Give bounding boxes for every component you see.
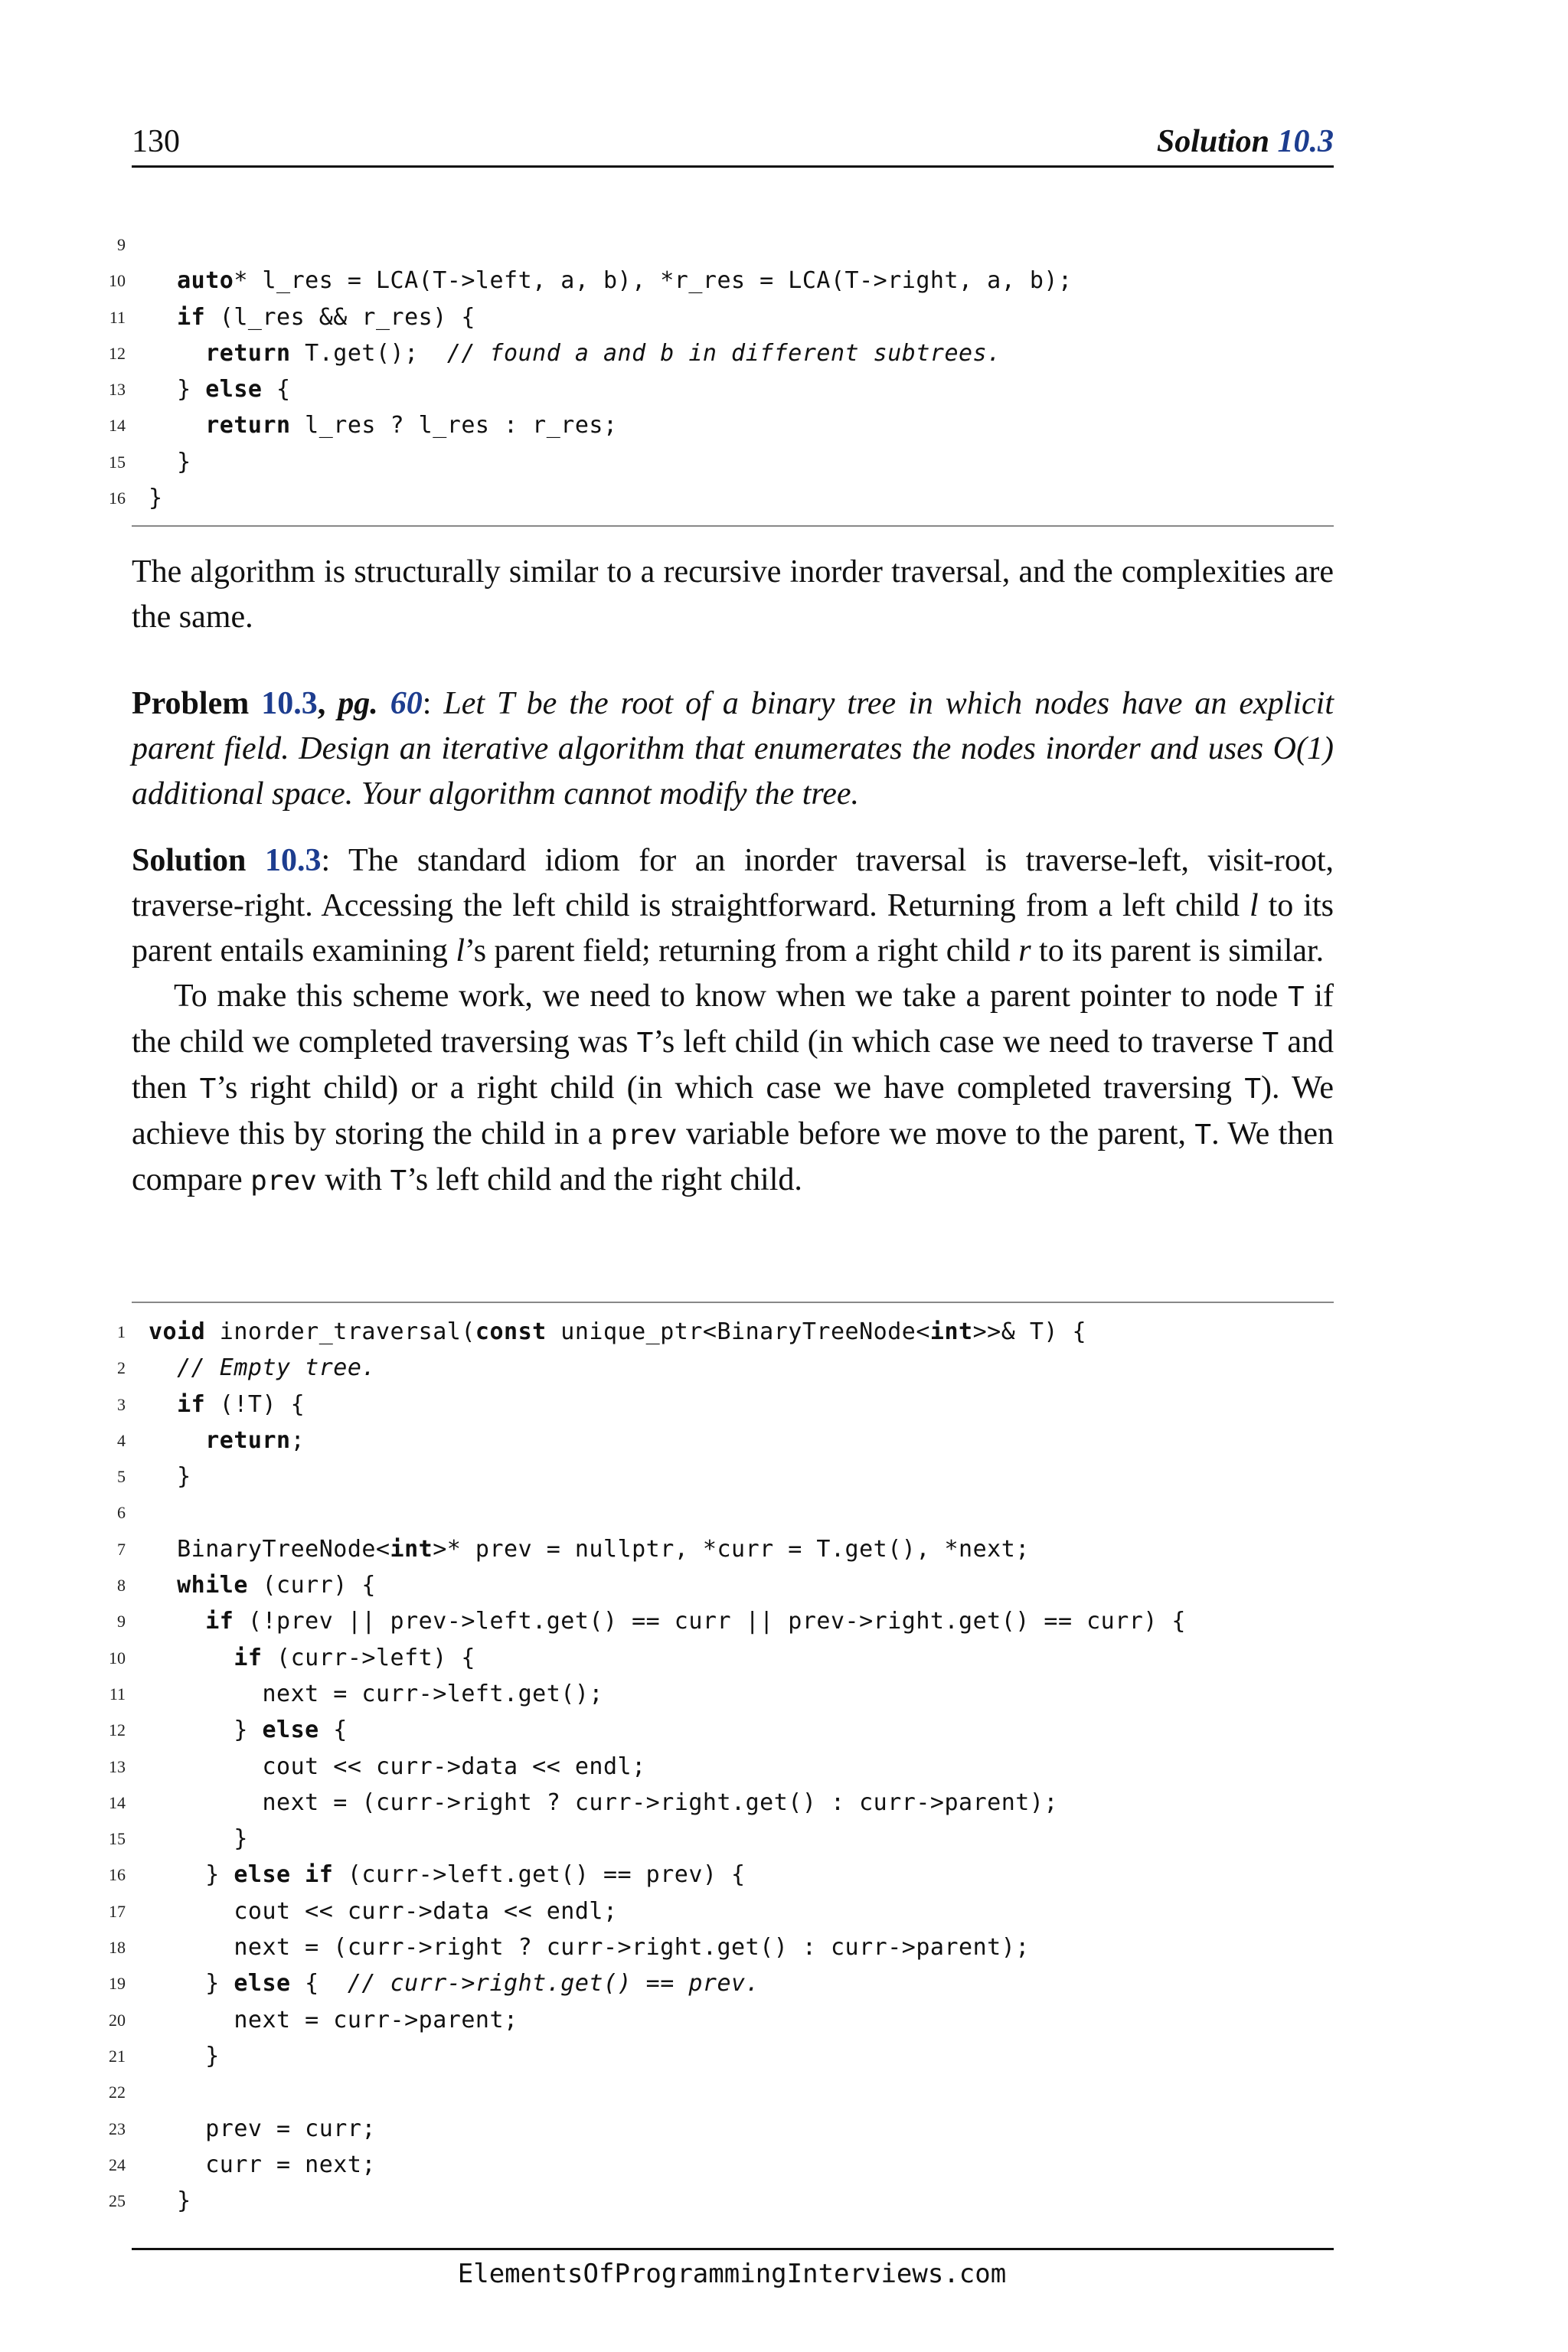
running-header-label: Solution xyxy=(1156,124,1278,159)
code-line xyxy=(92,1785,1334,1821)
code-line xyxy=(92,1676,1334,1712)
code-line xyxy=(92,1821,1334,1857)
line-number: 12 xyxy=(109,343,126,363)
code-text: if (!T) { xyxy=(177,1390,305,1418)
code-line xyxy=(92,335,1334,371)
code-text: while (curr) { xyxy=(177,1572,376,1599)
line-number: 6 xyxy=(117,1503,126,1523)
line-number: 17 xyxy=(109,1901,126,1921)
code-text: prev = curr; xyxy=(149,2115,376,2142)
code-text: next = curr->parent; xyxy=(149,2006,518,2034)
code-text: cout << curr->data << endl; xyxy=(149,1753,646,1780)
code-line xyxy=(92,1314,1334,1350)
code-line xyxy=(92,1640,1334,1676)
footer-rule xyxy=(132,2248,1334,2250)
code-text: } xyxy=(149,2042,220,2069)
header-rule xyxy=(132,165,1334,168)
code-text: } xyxy=(149,2187,191,2215)
code-line xyxy=(92,1965,1334,2001)
code-block-lca xyxy=(92,227,1334,516)
problem-label: Problem xyxy=(132,686,250,721)
code-line xyxy=(92,1893,1334,1929)
footer-url: ElementsOfProgrammingInterviews.com xyxy=(457,2259,1007,2289)
code-text: if (curr->left) { xyxy=(234,1644,475,1671)
solution-ref: 10.3 xyxy=(264,843,322,878)
code-line xyxy=(92,1459,1334,1494)
code-text: void inorder_traversal(const unique_ptr<BinaryTreeNode<int>>& T) { xyxy=(149,1318,1087,1345)
line-number: 14 xyxy=(109,416,126,436)
code-line xyxy=(92,2111,1334,2147)
code-line xyxy=(92,299,1334,335)
code-text: // Empty tree. xyxy=(177,1354,376,1382)
line-number: 18 xyxy=(109,1938,126,1958)
line-number: 14 xyxy=(109,1792,126,1812)
code-text: } xyxy=(149,1825,248,1853)
code-line xyxy=(92,2002,1334,2038)
code-text: if (!prev || prev->left.get() == curr || prev->right.get() == curr) { xyxy=(205,1608,1186,1635)
code-line xyxy=(92,1387,1334,1423)
code-text: next = (curr->right ? curr->right.get() : curr->parent); xyxy=(149,1934,1030,1962)
line-number: 11 xyxy=(109,307,126,327)
line-number: 12 xyxy=(109,1720,126,1740)
code-line xyxy=(92,444,1334,480)
scheme-paragraph: To make this scheme work, we need to know when we take a parent pointer to node T if the child we completed traversing was T’s left child (in which case we need to traverse T and then T’s right child) or a right child (in which case we have completed traversing T). We achieve this by storing the child in a prev variable before we move to the parent, T. We then compare prev with T’s left child and the right child. xyxy=(132,978,1334,1197)
code-line xyxy=(92,371,1334,407)
line-number: 2 xyxy=(117,1358,126,1378)
line-number: 16 xyxy=(109,488,126,508)
line-number: 15 xyxy=(109,452,126,472)
code-text: } xyxy=(149,448,191,475)
code-line xyxy=(92,2074,1334,2110)
code-text xyxy=(126,1494,149,1530)
line-number: 10 xyxy=(109,1648,126,1668)
line-number: 10 xyxy=(109,271,126,291)
solution-text: The standard idiom for an inorder traversal is traverse-left, visit-root, traverse-right. Accessing the left child is straightforward. Returning from a left child l to its parent entails examining l’s parent field; returning from a right child r to its parent is similar. xyxy=(132,843,1334,969)
solution-paragraph: Solution 10.3: The standard idiom for an inorder traversal is traverse-left, visit-root, traverse-right. Accessing the left child is straightforward. Returning from a left child l to its parent entails examining l’s parent field; returning from a right child r to its parent is similar. xyxy=(132,843,1334,969)
code-line xyxy=(92,1603,1334,1639)
line-number: 13 xyxy=(109,1756,126,1776)
problem-pg: 60 xyxy=(390,686,423,721)
code-line xyxy=(92,480,1334,516)
code-text: next = (curr->right ? curr->right.get() : curr->parent); xyxy=(149,1788,1058,1816)
code-line xyxy=(92,1749,1334,1785)
line-number: 3 xyxy=(117,1394,126,1414)
line-number: 23 xyxy=(109,2118,126,2138)
code-text: } else { xyxy=(149,376,291,403)
line-number: 24 xyxy=(109,2154,126,2174)
code-text: cout << curr->data << endl; xyxy=(149,1897,618,1925)
line-number: 16 xyxy=(109,1865,126,1885)
code-text: return l_res ? l_res : r_res; xyxy=(205,412,618,439)
code-text: } else { xyxy=(149,1717,348,1744)
line-number: 19 xyxy=(109,1974,126,1994)
line-number: 11 xyxy=(109,1684,126,1704)
line-number: 9 xyxy=(117,235,126,254)
problem-ref: 10.3 xyxy=(261,686,318,721)
code-text: } else if (curr->left.get() == prev) { xyxy=(149,1861,746,1889)
line-number: 7 xyxy=(117,1539,126,1559)
problem-statement: Problem 10.3, pg. 60: Let T be the root of a binary tree in which nodes have an explicit parent field. Design an iterative algorithm that enumerates the nodes inorder and uses O(1) additional space. Your algorithm cannot modify the tree. xyxy=(132,686,1334,812)
code-line xyxy=(92,407,1334,443)
code-line xyxy=(92,263,1334,299)
code-text: if (l_res && r_res) { xyxy=(177,303,475,331)
running-header xyxy=(1157,122,1334,161)
code-text: return; xyxy=(205,1426,305,1454)
complexity-paragraph: The algorithm is structurally similar to a recursive inorder traversal, and the complexities are the same. xyxy=(132,554,1334,635)
code-text xyxy=(126,227,149,263)
code-line xyxy=(92,1929,1334,1965)
code-line xyxy=(92,1712,1334,1748)
code-text: return T.get(); // found a and b in different subtrees. xyxy=(205,339,1001,367)
code-line xyxy=(92,227,1334,263)
code-line xyxy=(92,1567,1334,1603)
code-block-traversal-top-rule xyxy=(132,1302,1334,1303)
code-text: curr = next; xyxy=(149,2151,376,2178)
line-number: 22 xyxy=(109,2082,126,2102)
code-line xyxy=(92,1350,1334,1386)
line-number: 9 xyxy=(117,1612,126,1632)
line-number: 21 xyxy=(109,2046,126,2066)
code-line xyxy=(92,2147,1334,2183)
code-line xyxy=(92,2038,1334,2074)
solution-label: Solution xyxy=(132,843,247,878)
page-number: 130 xyxy=(132,124,180,159)
line-number: 25 xyxy=(109,2191,126,2211)
line-number: 20 xyxy=(109,2010,126,2030)
line-number: 1 xyxy=(117,1322,126,1341)
text-body xyxy=(132,550,1334,1204)
line-number: 5 xyxy=(117,1467,126,1487)
code-block-inorder-traversal xyxy=(92,1314,1334,2219)
code-text: next = curr->left.get(); xyxy=(149,1680,603,1707)
code-text: } xyxy=(149,1463,191,1491)
code-text: auto* l_res = LCA(T->left, a, b), *r_res = LCA(T->right, a, b); xyxy=(177,267,1073,295)
code-line xyxy=(92,1531,1334,1567)
problem-text: Let T be the root of a binary tree in which nodes have an explicit parent field. Design an iterative algorithm that enumerates the nodes inorder and uses O(1) additional space. Your algorithm cannot modify the tree. xyxy=(132,686,1334,812)
code-text xyxy=(126,2074,149,2110)
running-header-ref: 10.3 xyxy=(1277,124,1334,159)
code-line xyxy=(92,1857,1334,1893)
line-number: 15 xyxy=(109,1829,126,1849)
problem-pg-label: pg. xyxy=(338,686,378,721)
code-text: } else { // curr->right.get() == prev. xyxy=(149,1970,760,1998)
line-number: 4 xyxy=(117,1430,126,1450)
code-text: } xyxy=(149,485,163,512)
code-line xyxy=(92,1494,1334,1530)
code-block-lca-bottom-rule xyxy=(132,525,1334,527)
code-line xyxy=(92,1423,1334,1459)
code-text: BinaryTreeNode<int>* prev = nullptr, *curr = T.get(), *next; xyxy=(149,1535,1030,1563)
line-number: 13 xyxy=(109,380,126,400)
line-number: 8 xyxy=(117,1576,126,1596)
code-line xyxy=(92,2183,1334,2219)
